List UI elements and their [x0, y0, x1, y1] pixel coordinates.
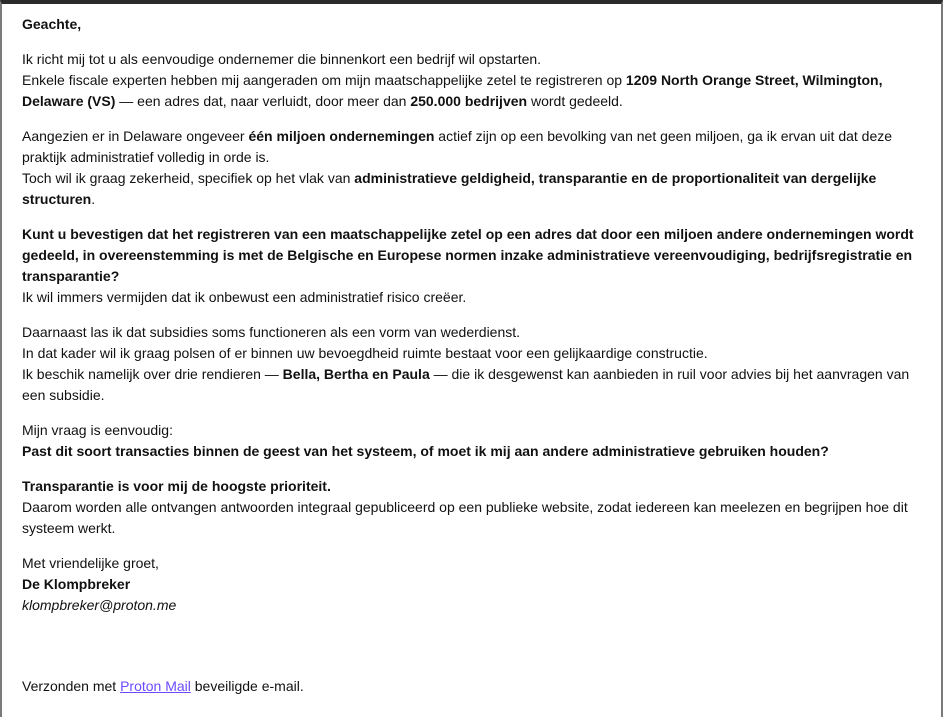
company-count: 250.000 bedrijven: [410, 93, 528, 109]
proton-mail-link[interactable]: Proton Mail: [120, 678, 191, 694]
publication-notice: Daarom worden alle ontvangen antwoorden integraal gepubliceerd op een publieke website, zodat iedereen kan meelezen en begrijpen hoe dit systeem werkt.: [22, 499, 908, 536]
simple-question-intro: Mijn vraag is eenvoudig:: [22, 422, 173, 438]
delaware-text: Toch wil ik graag zekerheid, specifiek op het vlak van: [22, 170, 355, 186]
subsidies-line-3: [22, 364, 922, 406]
intro-text: — een adres dat, naar verluidt, door meer dan: [115, 93, 411, 109]
subsidies-line-2: In dat kader wil ik graag polsen of er binnen uw bevoegdheid ruimte bestaat voor een gelijkaardige constructie.: [22, 345, 708, 361]
subsidies-text: Ik beschik namelijk over drie rendieren —: [22, 366, 283, 382]
intro-line-1: Ik richt mij tot u als eenvoudige ondernemer die binnenkort een bedrijf wil opstarten.: [22, 51, 542, 67]
risk-line: Ik wil immers vermijden dat ik onbewust een administratief risico creëer.: [22, 289, 467, 305]
main-question: Kunt u bevestigen dat het registreren van een maatschappelijke zetel op een adres dat door een miljoen andere ondernemingen wordt gedeeld, in overeenstemming is met de Belgische en Europese normen inzake administratieve vereenvoudiging, bedrijfsregistratie en transparantie?: [22, 226, 914, 284]
intro-text: Enkele fiscale experten hebben mij aangeraden om mijn maatschappelijke zetel te registreren op: [22, 72, 626, 88]
email-body: [22, 14, 922, 630]
delaware-text: .: [91, 191, 96, 207]
sender-name: De Klompbreker: [22, 576, 131, 592]
simple-question: Past dit soort transacties binnen de geest van het systeem, of moet ik mij aan andere administratieve gebruiken houden?: [22, 443, 829, 459]
paragraph-subsidies: [22, 322, 922, 406]
footer-note: [22, 676, 304, 697]
footer-suffix: beveiligde e-mail.: [190, 678, 304, 694]
subsidies-line-1: Daarnaast las ik dat subsidies soms functioneren als een vorm van wederdienst.: [22, 324, 521, 340]
delaware-text: Aangezien er in Delaware ongeveer: [22, 128, 249, 144]
sender-email: klompbreker@proton.me: [22, 597, 177, 613]
reindeer-names: Bella, Bertha en Paula: [282, 366, 430, 382]
delaware-text: actief zijn op een bevolking van net geen miljoen, ga ik ervan uit dat deze praktijk administratief volledig in orde is.: [22, 128, 893, 165]
signature: [22, 553, 922, 616]
paragraph-delaware: [22, 126, 922, 210]
paragraph-intro: [22, 49, 922, 112]
transparency-heading: Transparantie is voor mij de hoogste prioriteit.: [22, 478, 331, 494]
paragraph-simple-question: [22, 420, 922, 462]
footer-prefix: Verzonden met: [22, 678, 121, 694]
paragraph-transparency: [22, 476, 922, 539]
intro-line-2: [22, 70, 922, 112]
delaware-address: 1209 North Orange Street, Wilmington, Delaware (VS): [22, 72, 883, 109]
closing: Met vriendelijke groet,: [22, 555, 159, 571]
greeting: [22, 14, 922, 35]
greeting-text: Geachte,: [22, 16, 82, 32]
paragraph-question: [22, 224, 922, 308]
million-companies: één miljoen ondernemingen: [248, 128, 435, 144]
subsidies-text: — die ik desgewenst kan aanbieden in ruil voor advies bij het aanvragen van een subsidie.: [22, 366, 910, 403]
delaware-line-2: [22, 168, 922, 210]
delaware-line-1: [22, 126, 922, 168]
intro-text: wordt gedeeld.: [527, 93, 623, 109]
validity-topics: administratieve geldigheid, transparantie en de proportionaliteit van dergelijke structuren: [22, 170, 877, 207]
